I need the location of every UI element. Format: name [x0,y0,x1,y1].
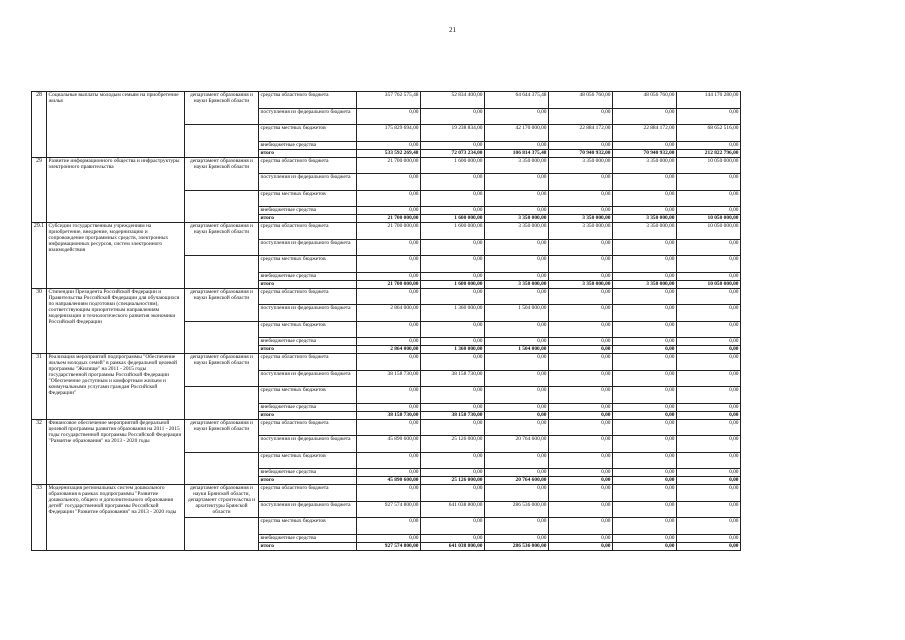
amount-cell: 0,00 [677,411,741,419]
page-number: 21 [449,26,456,34]
amount-cell: 21 700 000,00 [357,157,421,174]
amount-cell: 641 038 800,00 [421,542,485,550]
executor: департамент образования и науки Брянской области [185,157,259,190]
amount-cell: 1 504 000,00 [485,346,549,354]
amount-cell: 0,00 [549,256,613,273]
amount-cell: 0,00 [677,436,741,453]
amount-cell: 0,00 [677,346,741,354]
amount-cell: 0,00 [549,403,613,411]
funding-source: средства областного бюджета [259,288,357,305]
amount-cell: 0,00 [485,411,549,419]
funding-source: внебюджетные средства [259,469,357,477]
amount-cell: 0,00 [549,305,613,322]
funding-source: средства областного бюджета [259,92,357,109]
funding-source: средства местных бюджетов [259,256,357,273]
amount-cell: 0,00 [485,321,549,338]
amount-cell: 2 864 000,00 [357,346,421,354]
amount-cell: 0,00 [549,321,613,338]
amount-cell: 0,00 [421,239,485,256]
amount-cell: 2 864 000,00 [357,305,421,322]
amount-cell: 10 050 000,00 [677,215,741,223]
amount-cell: 0,00 [613,542,677,550]
amount-cell: 3 350 000,00 [613,215,677,223]
amount-cell: 0,00 [357,272,421,280]
amount-cell: 0,00 [421,534,485,542]
amount-cell: 0,00 [357,518,421,535]
amount-cell: 0,00 [357,190,421,207]
amount-cell: 0,00 [613,174,677,191]
amount-cell: 0,00 [613,321,677,338]
amount-cell: 0,00 [613,403,677,411]
amount-cell: 0,00 [357,387,421,404]
amount-cell: 19 238 834,00 [421,125,485,142]
amount-cell: 0,00 [421,108,485,125]
amount-cell: 0,00 [421,403,485,411]
amount-cell: 20 764 600,00 [485,436,549,453]
amount-cell: 927 574 800,00 [357,501,421,518]
funding-source: итого [259,542,357,550]
funding-source: итого [259,149,357,157]
amount-cell: 10 050 000,00 [677,280,741,288]
amount-cell: 0,00 [549,190,613,207]
table-row [32,485,741,502]
amount-cell: 0,00 [549,370,613,387]
amount-cell: 0,00 [677,256,741,273]
amount-cell: 0,00 [549,354,613,371]
table-row [32,223,741,240]
amount-cell: 0,00 [421,485,485,502]
amount-cell: 52 834 400,00 [421,92,485,109]
amount-cell: 0,00 [357,485,421,502]
amount-cell: 0,00 [357,419,421,436]
amount-cell: 0,00 [549,485,613,502]
measure-name: Реализация мероприятий подпрограммы "Обеспечение жильем молодых семей" в рамках федеральной целевой программы "Жилище" на 2011 - 2015 годы государственной программы Российской Федерации "Обеспечение доступным и комфортным жильем и коммунальными услугами граждан Российской Федерации" [47,354,185,420]
amount-cell: 0,00 [485,141,549,149]
table-row [32,288,741,305]
amount-cell: 0,00 [485,534,549,542]
amount-cell: 0,00 [421,387,485,404]
amount-cell: 0,00 [357,534,421,542]
amount-cell: 1 360 000,00 [421,305,485,322]
amount-cell: 0,00 [677,239,741,256]
amount-cell: 10 050 000,00 [677,223,741,240]
funding-source: внебюджетные средства [259,272,357,280]
amount-cell: 0,00 [485,518,549,535]
funding-source: средства местных бюджетов [259,387,357,404]
amount-cell: 106 814 375,48 [485,149,549,157]
amount-cell: 0,00 [485,207,549,215]
amount-cell: 0,00 [421,141,485,149]
amount-cell: 10 050 000,00 [677,157,741,174]
executor-blank [185,321,259,354]
funding-source: поступления из федерального бюджета [259,436,357,453]
amount-cell: 0,00 [421,469,485,477]
executor-blank [185,452,259,485]
amount-cell: 0,00 [357,321,421,338]
amount-cell: 0,00 [485,354,549,371]
amount-cell: 0,00 [485,272,549,280]
amount-cell: 0,00 [357,452,421,469]
amount-cell: 1 600 000,00 [421,157,485,174]
funding-source: средства местных бюджетов [259,452,357,469]
funding-source: средства областного бюджета [259,419,357,436]
amount-cell: 175 829 694,00 [357,125,421,142]
table-row [32,157,741,174]
funding-source: средства местных бюджетов [259,518,357,535]
measure-name: Субсидии государственным учреждениям на приобретение, внедрение, модернизацию и сопровождение программных средств, электронных информационных ресурсов, систем электронного взаимодействия [47,223,185,289]
amount-cell: 0,00 [485,256,549,273]
amount-cell: 0,00 [549,387,613,404]
funding-source: средства местных бюджетов [259,190,357,207]
table-body [32,92,741,551]
amount-cell: 0,00 [485,485,549,502]
amount-cell: 0,00 [549,542,613,550]
amount-cell: 0,00 [421,174,485,191]
amount-cell: 0,00 [357,256,421,273]
amount-cell: 0,00 [421,190,485,207]
amount-cell: 3 350 000,00 [485,223,549,240]
row-number: 30 [32,288,47,354]
amount-cell: 144 170 280,00 [677,92,741,109]
funding-source: поступления из федерального бюджета [259,305,357,322]
amount-cell: 0,00 [485,370,549,387]
amount-cell: 0,00 [357,239,421,256]
amount-cell: 0,00 [613,411,677,419]
amount-cell: 21 700 000,00 [357,215,421,223]
amount-cell: 3 350 000,00 [613,157,677,174]
amount-cell: 70 940 932,00 [613,149,677,157]
executor: департамент образования и науки Брянской области [185,419,259,452]
funding-source: внебюджетные средства [259,207,357,215]
amount-cell: 0,00 [485,174,549,191]
amount-cell: 0,00 [613,190,677,207]
amount-cell: 0,00 [677,419,741,436]
amount-cell: 0,00 [613,141,677,149]
amount-cell: 0,00 [421,288,485,305]
amount-cell: 3 350 000,00 [485,280,549,288]
amount-cell: 22 884 172,00 [613,125,677,142]
amount-cell: 0,00 [549,239,613,256]
measure-name: Социальные выплаты молодым семьям на приобретение жилья [47,92,185,158]
amount-cell: 0,00 [677,542,741,550]
amount-cell: 0,00 [677,190,741,207]
executor-blank [185,190,259,223]
amount-cell: 45 890 600,00 [357,477,421,485]
funding-source: итого [259,215,357,223]
row-number: 33 [32,485,47,551]
executor-blank [185,518,259,551]
amount-cell: 20 764 600,00 [485,477,549,485]
amount-cell: 3 350 000,00 [613,280,677,288]
amount-cell: 45 890 600,00 [357,436,421,453]
amount-cell: 48 056 760,00 [613,92,677,109]
measure-name: Развитие информационного общества и инфраструктуры электронного правительства [47,157,185,223]
amount-cell: 0,00 [549,419,613,436]
amount-cell: 0,00 [677,338,741,346]
amount-cell: 0,00 [549,501,613,518]
funding-source: поступления из федерального бюджета [259,174,357,191]
funding-source: средства областного бюджета [259,354,357,371]
amount-cell: 0,00 [677,501,741,518]
amount-cell: 0,00 [677,469,741,477]
amount-cell: 927 574 800,00 [357,542,421,550]
amount-cell: 0,00 [485,419,549,436]
amount-cell: 0,00 [549,411,613,419]
amount-cell: 0,00 [549,469,613,477]
amount-cell: 0,00 [485,239,549,256]
amount-cell: 0,00 [677,370,741,387]
funding-source: средства местных бюджетов [259,125,357,142]
amount-cell: 0,00 [549,518,613,535]
funding-source: поступления из федерального бюджета [259,108,357,125]
amount-cell: 0,00 [677,403,741,411]
executor: департамент образования и науки Брянской области, департамент строительства и архитектуры Брянской области [185,485,259,518]
amount-cell: 0,00 [613,272,677,280]
amount-cell: 0,00 [677,534,741,542]
amount-cell: 38 158 730,00 [357,411,421,419]
amount-cell: 212 822 796,00 [677,149,741,157]
amount-cell: 0,00 [613,288,677,305]
amount-cell: 0,00 [485,403,549,411]
amount-cell: 0,00 [485,452,549,469]
amount-cell: 0,00 [677,174,741,191]
amount-cell: 38 158 730,00 [421,411,485,419]
executor: департамент образования и науки Брянской области [185,288,259,321]
funding-source: средства областного бюджета [259,223,357,240]
executor-blank [185,256,259,289]
funding-source: средства местных бюджетов [259,321,357,338]
amount-cell: 0,00 [613,485,677,502]
measure-name: Финансовое обеспечение мероприятий федеральной целевой программы развития образования на 2011 - 2015 годы государственной программы Российской Федерации "Развитие образования" на 2013 - 2020 годы [47,419,185,485]
amount-cell: 0,00 [485,469,549,477]
amount-cell: 0,00 [549,534,613,542]
amount-cell: 1 360 000,00 [421,346,485,354]
amount-cell: 0,00 [549,477,613,485]
amount-cell: 0,00 [549,141,613,149]
row-number: 29 [32,157,47,223]
amount-cell: 70 940 932,00 [549,149,613,157]
amount-cell: 68 652 516,00 [677,125,741,142]
amount-cell: 1 504 000,00 [485,305,549,322]
row-number: 31 [32,354,47,420]
amount-cell: 0,00 [613,256,677,273]
amount-cell: 1 600 000,00 [421,280,485,288]
executor: департамент образования и науки Брянской области [185,354,259,387]
amount-cell: 0,00 [549,174,613,191]
amount-cell: 0,00 [613,338,677,346]
funding-source: средства областного бюджета [259,157,357,174]
amount-cell: 0,00 [677,518,741,535]
amount-cell: 3 350 000,00 [549,215,613,223]
amount-cell: 0,00 [677,207,741,215]
amount-cell: 48 056 760,00 [549,92,613,109]
amount-cell: 22 884 172,00 [549,125,613,142]
amount-cell: 0,00 [613,387,677,404]
amount-cell: 0,00 [677,272,741,280]
amount-cell: 0,00 [613,534,677,542]
amount-cell: 0,00 [421,321,485,338]
amount-cell: 0,00 [549,272,613,280]
amount-cell: 0,00 [613,518,677,535]
budget-table [31,91,741,551]
amount-cell: 0,00 [549,436,613,453]
amount-cell: 25 126 000,00 [421,477,485,485]
amount-cell: 3 350 000,00 [549,280,613,288]
amount-cell: 0,00 [613,354,677,371]
row-number: 28 [32,92,47,158]
amount-cell: 0,00 [485,338,549,346]
executor-blank [185,125,259,158]
executor: департамент образования и науки Брянской области [185,92,259,125]
amount-cell: 0,00 [677,305,741,322]
funding-source: внебюджетные средства [259,141,357,149]
amount-cell: 0,00 [549,108,613,125]
funding-source: поступления из федерального бюджета [259,501,357,518]
amount-cell: 0,00 [485,108,549,125]
amount-cell: 286 536 000,00 [485,542,549,550]
amount-cell: 0,00 [613,501,677,518]
amount-cell: 0,00 [485,190,549,207]
amount-cell: 0,00 [613,207,677,215]
amount-cell: 0,00 [421,207,485,215]
amount-cell: 0,00 [613,239,677,256]
amount-cell: 72 073 234,00 [421,149,485,157]
executor-blank [185,387,259,420]
amount-cell: 3 350 000,00 [485,157,549,174]
amount-cell: 0,00 [357,338,421,346]
funding-source: внебюджетные средства [259,534,357,542]
amount-cell: 0,00 [421,518,485,535]
amount-cell: 38 158 730,00 [357,370,421,387]
amount-cell: 0,00 [677,485,741,502]
amount-cell: 0,00 [613,452,677,469]
amount-cell: 0,00 [357,288,421,305]
amount-cell: 38 158 730,00 [421,370,485,387]
amount-cell: 3 350 000,00 [549,223,613,240]
amount-cell: 0,00 [549,346,613,354]
amount-cell: 0,00 [357,403,421,411]
amount-cell: 533 592 269,48 [357,149,421,157]
amount-cell: 0,00 [421,272,485,280]
table-row [32,92,741,109]
amount-cell: 641 038 800,00 [421,501,485,518]
amount-cell: 0,00 [677,354,741,371]
amount-cell: 21 700 000,00 [357,223,421,240]
amount-cell: 0,00 [357,174,421,191]
amount-cell: 0,00 [421,354,485,371]
amount-cell: 0,00 [613,419,677,436]
measure-name: Модернизация региональных систем дошкольного образования в рамках подпрограммы "Развитие дошкольного, общего и дополнительного образования детей" государственной программы Российской Федерации "Развитие образования" на 2013 - 2020 годы [47,485,185,551]
amount-cell: 0,00 [613,305,677,322]
amount-cell: 0,00 [485,288,549,305]
amount-cell: 286 536 000,00 [485,501,549,518]
funding-source: итого [259,346,357,354]
amount-cell: 0,00 [677,108,741,125]
measure-name: Стипендии Президента Российской Федерации и Правительства Российской Федерации для обучающихся по направлениям подготовки (специальностям), соответствующим приоритетным направлениям модернизации и технологического развития экономики Российской Федерации [47,288,185,354]
amount-cell: 3 350 000,00 [549,157,613,174]
funding-source: итого [259,411,357,419]
amount-cell: 0,00 [357,469,421,477]
amount-cell: 0,00 [421,419,485,436]
funding-source: внебюджетные средства [259,403,357,411]
amount-cell: 0,00 [613,370,677,387]
amount-cell: 0,00 [677,452,741,469]
amount-cell: 0,00 [357,108,421,125]
amount-cell: 42 170 000,00 [485,125,549,142]
amount-cell: 0,00 [421,338,485,346]
amount-cell: 0,00 [677,477,741,485]
row-number: 29.1 [32,223,47,289]
amount-cell: 25 126 000,00 [421,436,485,453]
table-row [32,419,741,436]
amount-cell: 64 644 375,48 [485,92,549,109]
amount-cell: 0,00 [549,338,613,346]
amount-cell: 0,00 [613,469,677,477]
funding-source: внебюджетные средства [259,338,357,346]
amount-cell: 0,00 [357,141,421,149]
funding-source: поступления из федерального бюджета [259,370,357,387]
amount-cell: 0,00 [357,207,421,215]
executor: департамент образования и науки Брянской области [185,223,259,256]
row-number: 32 [32,419,47,485]
amount-cell: 0,00 [485,387,549,404]
amount-cell: 0,00 [613,436,677,453]
amount-cell: 0,00 [613,346,677,354]
amount-cell: 0,00 [421,452,485,469]
amount-cell: 0,00 [549,452,613,469]
funding-source: средства областного бюджета [259,485,357,502]
amount-cell: 3 350 000,00 [485,215,549,223]
funding-source: итого [259,280,357,288]
amount-cell: 0,00 [357,354,421,371]
amount-cell: 1 600 000,00 [421,215,485,223]
amount-cell: 1 600 000,00 [421,223,485,240]
amount-cell: 357 762 575,48 [357,92,421,109]
amount-cell: 0,00 [421,256,485,273]
amount-cell: 3 350 000,00 [613,223,677,240]
amount-cell: 0,00 [677,387,741,404]
amount-cell: 0,00 [549,288,613,305]
funding-source: поступления из федерального бюджета [259,239,357,256]
funding-source: итого [259,477,357,485]
amount-cell: 21 700 000,00 [357,280,421,288]
amount-cell: 0,00 [677,141,741,149]
amount-cell: 0,00 [613,108,677,125]
amount-cell: 0,00 [613,477,677,485]
amount-cell: 0,00 [677,321,741,338]
amount-cell: 0,00 [677,288,741,305]
amount-cell: 0,00 [549,207,613,215]
table-row [32,354,741,371]
